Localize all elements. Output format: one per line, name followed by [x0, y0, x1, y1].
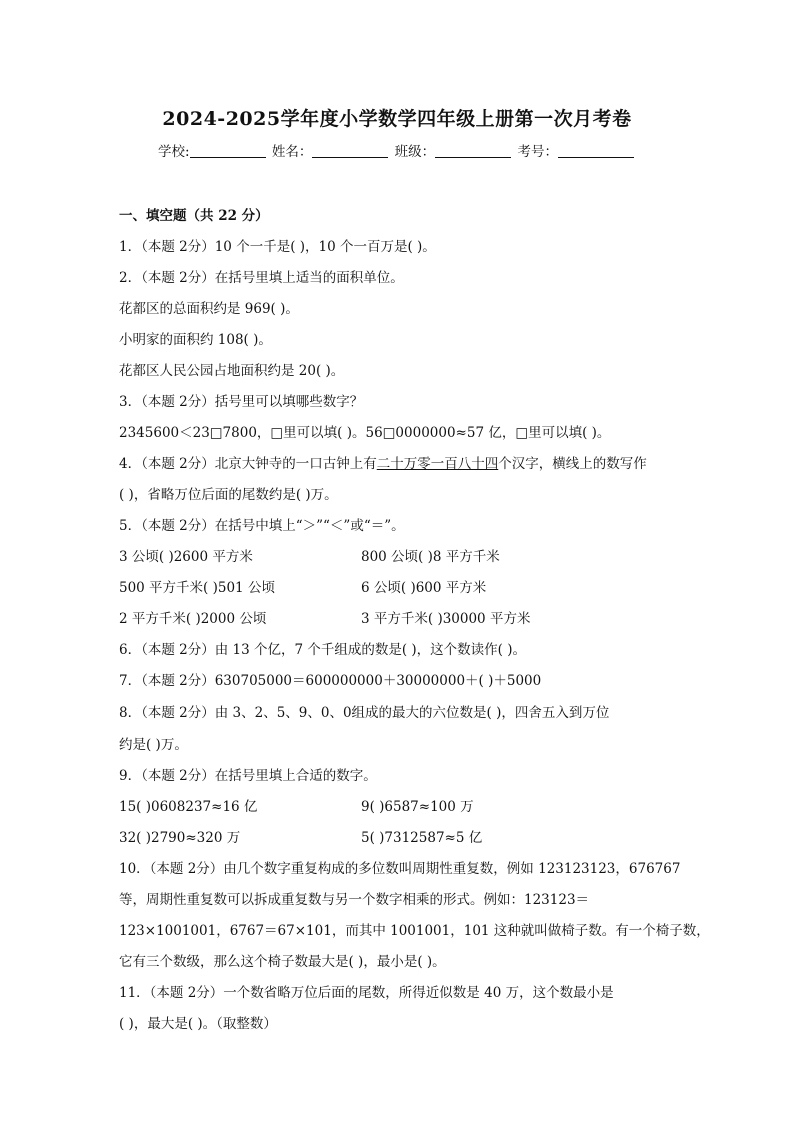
question-5-row-2	[119, 573, 679, 604]
school-label: 学校:	[158, 144, 190, 160]
question-5-row-2-right: 6 公顷( )600 平方米	[361, 580, 487, 596]
question-9-row-1-right: 9( )6587≈100 万	[361, 798, 474, 815]
question-2-item-a: 花都区的总面积约是 969( )。	[119, 301, 299, 317]
question-2-stem: 2．（本题 2分）在括号里填上适当的面积单位。	[119, 270, 404, 286]
question-4-post: 个汉字，横线上的数写作	[498, 456, 647, 472]
question-11-line-2: ( )，最大是( )。（取整数）	[119, 1015, 277, 1032]
number-label: 考号：	[517, 144, 558, 160]
question-4-underlined-number: 二十万零一百八十四	[376, 456, 499, 472]
question-4-pre: 4．（本题 2分）北京大钟寺的一口古钟上有	[119, 456, 377, 472]
question-5-row-1-right: 800 公顷( )8 平方千米	[361, 549, 500, 565]
class-blank[interactable]	[435, 143, 511, 158]
question-10-line-2: 等，周期性重复数可以拆成重复数与另一个数字相乘的形式。例如：123123＝	[119, 891, 590, 908]
number-blank[interactable]	[558, 143, 634, 158]
question-9-row-2-left: 32( )2790≈320 万	[119, 829, 241, 846]
question-list	[119, 201, 710, 1040]
question-9-stem: 9．（本题 2分）在括号里填上合适的数字。	[119, 767, 377, 784]
question-10-line-4: 它有三个数级，那么这个椅子数最大是( )，最小是( )。	[119, 953, 446, 970]
exam-title: 2024-2025学年度小学数学四年级上册第一次月考卷	[162, 108, 632, 130]
question-1: 1．（本题 2分）10 个一千是( )，10 个一百万是( )。	[119, 239, 436, 255]
question-5-row-3	[119, 604, 679, 635]
question-5-row-3-left: 2 平方千米( )2000 公顷	[119, 611, 267, 627]
question-9-row-1-left: 15( )0608237≈16 亿	[119, 798, 258, 815]
question-3-stem: 3．（本题 2分）括号里可以填哪些数字？	[119, 394, 364, 410]
name-label: 姓名：	[271, 144, 313, 160]
question-5-row-1-left: 3 公顷( )2600 平方米	[119, 549, 253, 565]
school-blank[interactable]	[190, 143, 266, 158]
question-4-line-2: ( )，省略万位后面的尾数约是( )万。	[119, 487, 338, 503]
question-11-line-1: 11．（本题 2分）一个数省略万位后面的尾数，所得近似数是 40 万，这个数最小是	[119, 984, 614, 1001]
section-heading: 一、填空题（共 22 分）	[119, 208, 269, 224]
question-2-item-b: 小明家的面积约 108( )。	[119, 332, 272, 348]
question-5-stem: 5．（本题 2分）在括号中填上“＞”“＜”或“＝”。	[119, 518, 405, 534]
question-8-line-2: 约是( )万。	[119, 736, 188, 753]
question-9-row-2	[119, 823, 679, 854]
question-3-item: 2345600＜23□7800，□里可以填( )。56□0000000≈57 亿，□里可以填( )。	[119, 425, 611, 441]
question-6: 6．（本题 2分）由 13 个亿，7 个千组成的数是( )，这个数读作( )。	[119, 642, 527, 658]
question-2-item-c: 花都区人民公园占地面积约是 20( )。	[119, 363, 345, 379]
question-9-row-2-right: 5( )7312587≈5 亿	[361, 829, 483, 846]
name-blank[interactable]	[312, 143, 388, 158]
question-8-line-1: 8．（本题 2分）由 3、2、5、9、0、0组成的最大的六位数是( )，四舍五入到万位	[119, 705, 610, 721]
class-label: 班级：	[394, 144, 436, 160]
question-5-row-2-left: 500 平方千米( )501 公顷	[119, 580, 275, 596]
question-9-row-1	[119, 792, 679, 823]
question-4-line-1	[119, 449, 679, 480]
student-info-row	[0, 140, 794, 160]
question-5-row-3-right: 3 平方千米( )30000 平方米	[361, 611, 531, 627]
question-10-line-3: 123×1001001，6767＝67×101，而其中 1001001，101 这种就叫做椅子数。有一个椅子数，	[119, 922, 710, 939]
question-10-line-1: 10．（本题 2分）由几个数字重复构成的多位数叫周期性重复数，例如 123123123，676767	[119, 860, 681, 877]
question-7: 7．（本题 2分）630705000＝600000000＋30000000＋( )＋5000	[119, 673, 542, 689]
question-5-row-1	[119, 542, 679, 573]
